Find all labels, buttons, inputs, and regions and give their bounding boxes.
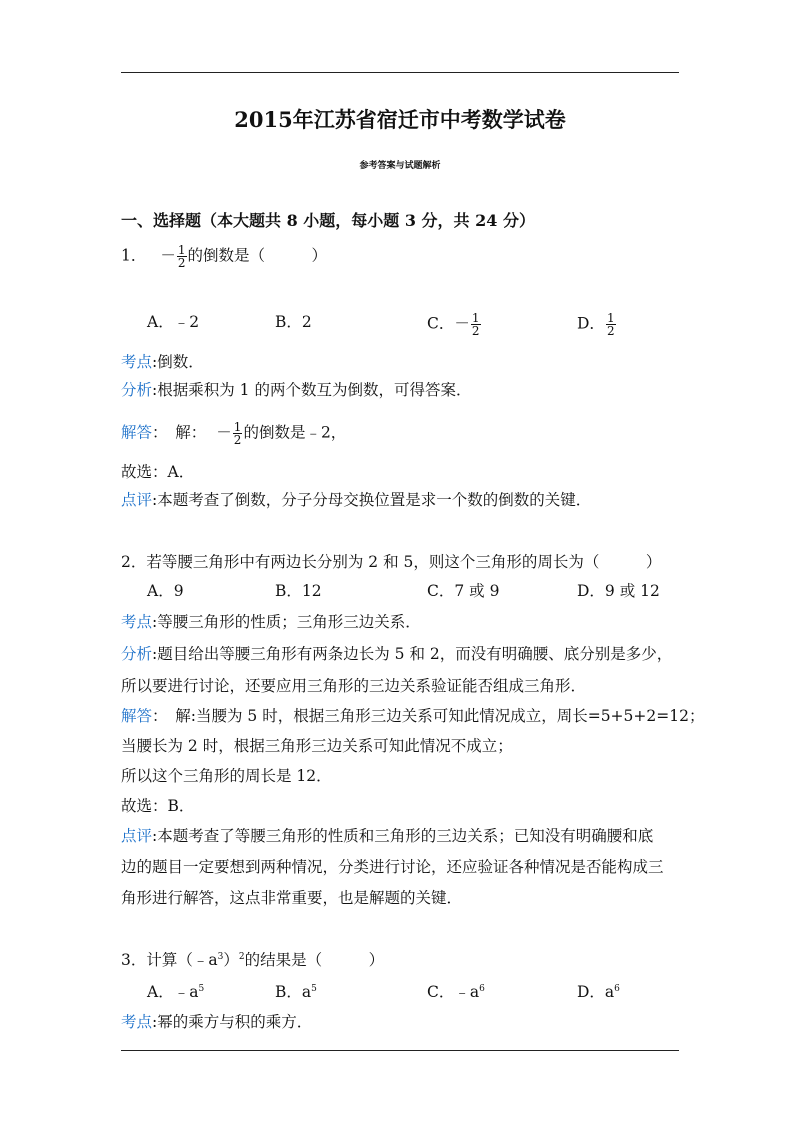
page-title: 2015年江苏省宿迁市中考数学试卷 [234, 107, 566, 132]
q3-kaodian [121, 1012, 312, 1032]
q1-jieda-minus: － [216, 423, 232, 442]
q3-option-d-text: D．a [577, 983, 615, 1001]
q1-option-d-num: 1 [606, 311, 615, 325]
kaodian-label: 考点 [121, 1013, 153, 1031]
q1-jieda [121, 421, 346, 446]
bottom-rule [121, 1050, 679, 1051]
jieda-label: 解答 [121, 423, 153, 442]
jieda-label: 解答 [121, 707, 153, 725]
q1-jieda-den: 2 [233, 433, 242, 447]
q1-option-c-den: 2 [471, 324, 480, 338]
q1-option-c-num: 1 [471, 311, 480, 325]
q1-option-c-fraction [471, 312, 481, 337]
kaodian-label: 考点 [121, 613, 153, 631]
q3-stem-pre: 3．计算（﹣a [121, 951, 218, 969]
q1-kaodian-text: :倒数． [152, 353, 204, 371]
q2-dianping-line2: 边的题目一定要想到两种情况，分类进行讨论，还应验证各种情况是否能构成三 [121, 858, 664, 876]
q3-stem-post: 的结果是（ ） [244, 951, 385, 969]
q1-dianping [121, 490, 591, 510]
q2-jieda-text-1: ： 解:当腰为 5 时，根据三角形三边关系可知此情况成立，周长=5+5+2=12； [152, 707, 705, 725]
q3-option-a-text: A．﹣a [147, 983, 199, 1001]
q1-choice: 故选：A． [121, 463, 195, 481]
q1-frac-num: 1 [177, 243, 186, 257]
q1-option-c [427, 312, 482, 337]
q1-number: 1． [121, 246, 147, 265]
q1-fenxi [121, 380, 471, 400]
q1-option-d [577, 312, 617, 337]
q3-option-c [427, 982, 485, 1002]
q1-kaodian [121, 352, 204, 372]
q1-jieda-num: 1 [233, 420, 242, 434]
q2-fenxi-line1 [121, 644, 672, 664]
q2-kaodian-text: :等腰三角形的性质；三角形三边关系． [152, 613, 421, 631]
q1-jieda-fraction [233, 421, 243, 446]
q1-option-a: A．﹣2 [147, 313, 200, 331]
q1-frac-den: 2 [177, 256, 186, 270]
q3-stem [121, 950, 384, 970]
q1-fenxi-text: :根据乘积为 1 的两个数互为倒数，可得答案． [152, 381, 472, 399]
q1-option-c-sign: － [454, 314, 470, 333]
q2-option-b: B．12 [275, 582, 322, 600]
section-heading: 一、选择题（本大题共 8 小题，每小题 3 分，共 24 分） [121, 211, 535, 230]
q2-dianping-text-1: :本题考查了等腰三角形的性质和三角形的三边关系；已知没有明确腰和底 [152, 827, 654, 845]
q3-exp-1: 3 [217, 952, 224, 962]
q2-jieda-line2: 当腰长为 2 时，根据三角形三边关系可知此情况不成立； [121, 737, 513, 755]
q1-fraction [177, 244, 187, 269]
q1-minus: － [160, 246, 176, 265]
q3-option-d-exp: 6 [614, 984, 620, 994]
page-subtitle: 参考答案与试题解析 [359, 161, 441, 171]
q1-stem [121, 244, 327, 269]
q3-stem-mid: ） [223, 951, 239, 969]
q1-option-d-label: D． [577, 314, 605, 333]
q1-option-d-fraction [606, 312, 616, 337]
q1-option-d-den: 2 [606, 324, 615, 338]
q2-fenxi-line2: 所以要进行讨论，还要应用三角形的三边关系验证能否组成三角形． [121, 677, 587, 695]
q2-dianping-line1 [121, 826, 653, 846]
q2-option-d: D．9 或 12 [577, 582, 660, 600]
q1-stem-text: 的倒数是（ ） [187, 246, 328, 265]
q3-option-b [275, 982, 317, 1002]
fenxi-label: 分析 [121, 645, 153, 663]
q3-option-a-exp: 5 [198, 984, 205, 994]
q3-option-c-exp: 6 [479, 984, 485, 994]
q1-jieda-post: 的倒数是﹣2， [243, 423, 347, 442]
q2-option-a: A．9 [147, 582, 184, 600]
dianping-label: 点评 [121, 491, 153, 509]
q2-dianping-line3: 角形进行解答，这点非常重要，也是解题的关键． [121, 889, 463, 907]
q3-option-b-exp: 5 [311, 984, 317, 994]
q2-fenxi-text-1: :题目给出等腰三角形有两条边长为 5 和 2，而没有明确腰、底分别是多少， [152, 645, 673, 663]
q3-option-c-text: C．﹣a [427, 983, 480, 1001]
q2-jieda-line1 [121, 706, 704, 726]
q3-option-d [577, 982, 620, 1002]
fenxi-label: 分析 [121, 381, 153, 399]
q1-option-b: B．2 [275, 313, 312, 331]
q2-option-c: C．7 或 9 [427, 582, 500, 600]
q2-kaodian [121, 612, 421, 632]
q2-stem: 2．若等腰三角形中有两边长分别为 2 和 5，则这个三角形的周长为（ ） [121, 553, 662, 571]
kaodian-label: 考点 [121, 353, 153, 371]
q1-dianping-text: :本题考查了倒数，分子分母交换位置是求一个数的倒数的关键． [152, 491, 592, 509]
q2-jieda-line3: 所以这个三角形的周长是 12． [121, 767, 332, 785]
q3-exp-2: 2 [238, 952, 245, 962]
q1-jieda-pre: ： 解： [152, 423, 207, 442]
q3-option-a [147, 982, 204, 1002]
q3-option-b-text: B．a [275, 983, 312, 1001]
q3-kaodian-text: :幂的乘方与积的乘方． [152, 1013, 313, 1031]
top-rule [121, 72, 679, 73]
q2-choice: 故选：B． [121, 797, 195, 815]
q1-option-c-label: C． [427, 314, 455, 333]
dianping-label: 点评 [121, 827, 153, 845]
